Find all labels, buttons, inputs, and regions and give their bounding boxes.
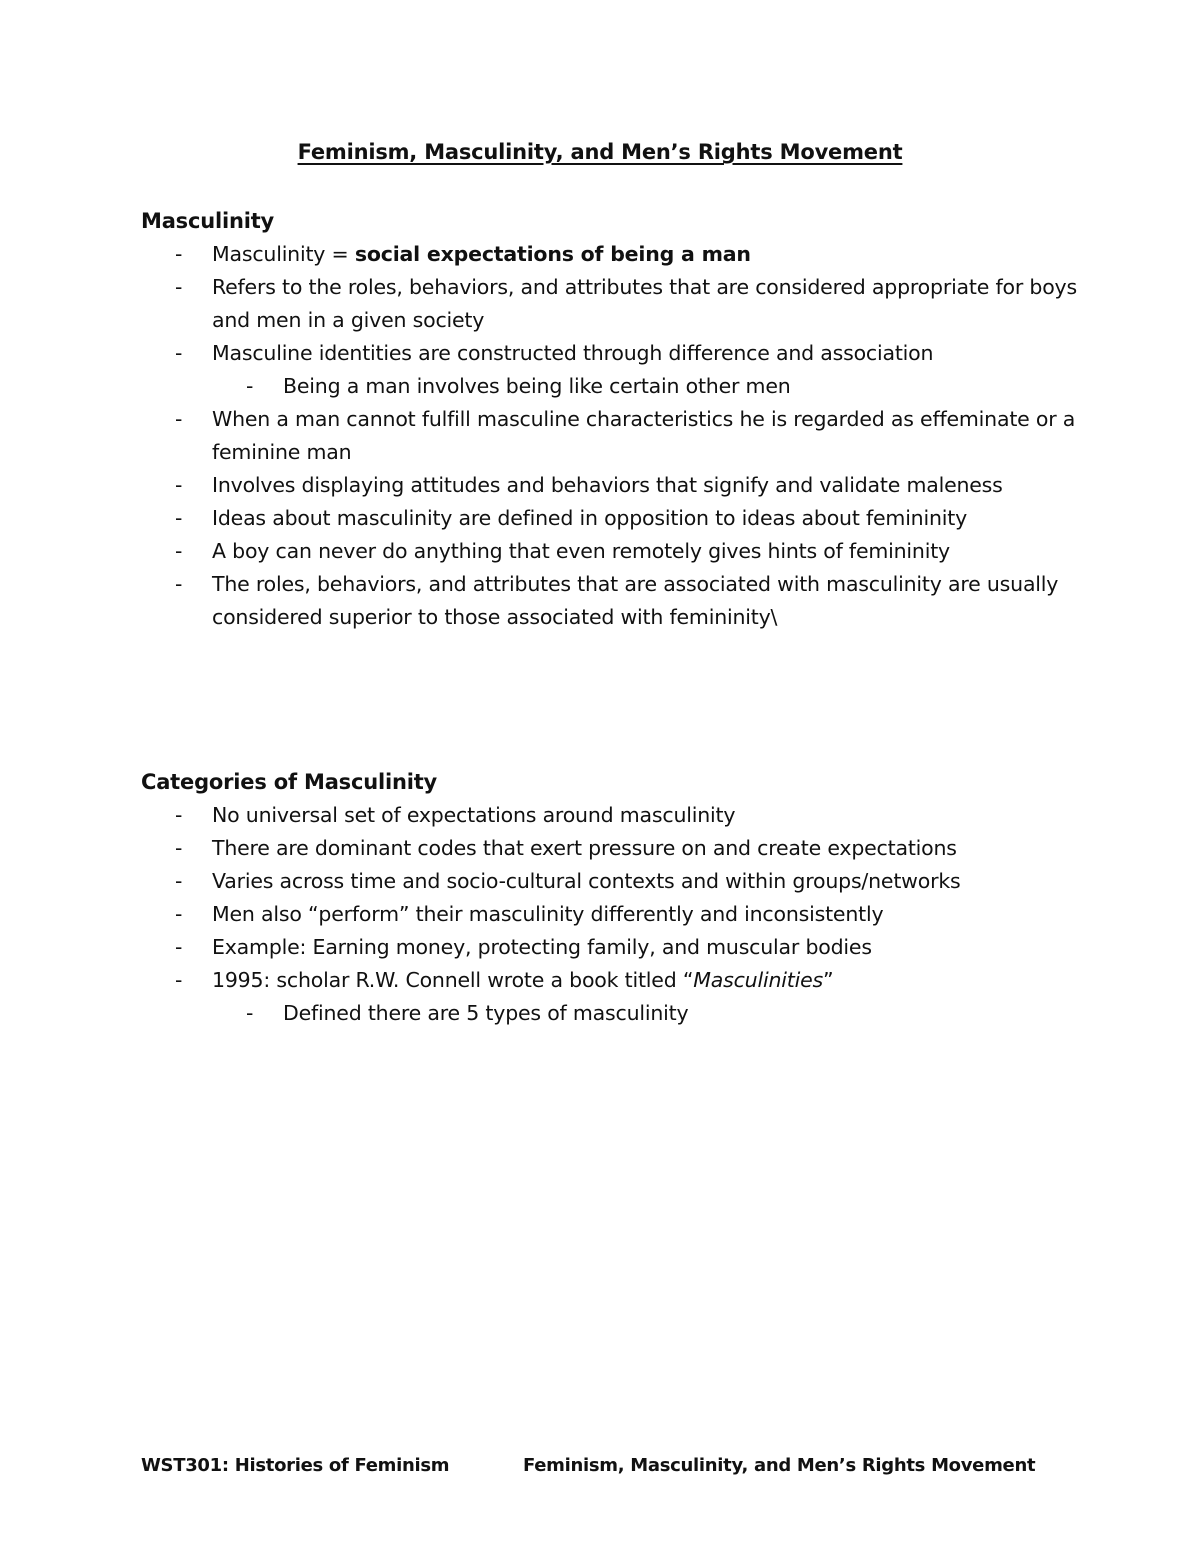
list-item (141, 832, 1101, 865)
bullet-list (141, 238, 1101, 634)
list-item-text: Refers to the roles, behaviors, and attributes that are considered appropriate for boys and men in a given society (212, 275, 1077, 332)
dash-bullet: - (175, 902, 183, 926)
list-item (141, 865, 1101, 898)
list-item-text: Being a man involves being like certain other men (283, 374, 791, 398)
list-item (141, 931, 1101, 964)
list-item (141, 898, 1101, 931)
dash-bullet: - (175, 836, 183, 860)
list-item-text: No universal set of expectations around masculinity (212, 803, 736, 827)
list-item (141, 799, 1101, 832)
list-item (141, 403, 1101, 469)
list-item (141, 568, 1101, 634)
dash-bullet: - (175, 407, 183, 431)
dash-bullet: - (175, 803, 183, 827)
dash-bullet: - (175, 539, 183, 563)
list-item-text: Involves displaying attitudes and behaviors that signify and validate maleness (212, 473, 1003, 497)
bullet-list (141, 799, 1101, 1030)
dash-bullet: - (175, 572, 183, 596)
list-item-text: A boy can never do anything that even remotely gives hints of femininity (212, 539, 950, 563)
footer-course-name: WST301: Histories of Feminism (141, 1455, 450, 1476)
dash-bullet: - (175, 506, 183, 530)
list-item (141, 238, 1101, 271)
list-item-text: When a man cannot fulfill masculine characteristics he is regarded as effeminate or a feminine man (212, 407, 1076, 464)
list-item-text: Ideas about masculinity are defined in opposition to ideas about femininity (212, 506, 968, 530)
dash-bullet: - (246, 1001, 254, 1025)
list-item-text: Varies across time and socio-cultural contexts and within groups/networks (212, 869, 961, 893)
list-item-text: Masculine identities are constructed through difference and association (212, 341, 934, 365)
list-item-text: Example: Earning money, protecting family, and muscular bodies (212, 935, 872, 959)
list-item (141, 502, 1101, 535)
dash-bullet: - (246, 374, 254, 398)
section-categories-of-masculinity (141, 766, 1101, 1030)
book-title-italic: Masculinities (693, 968, 823, 992)
list-item-text: There are dominant codes that exert pressure on and create expectations (212, 836, 957, 860)
footer-document-title: Feminism, Masculinity, and Men’s Rights Movement (523, 1455, 1036, 1476)
list-item-text: 1995: scholar R.W. Connell wrote a book titled “ (212, 968, 694, 992)
dash-bullet: - (175, 341, 183, 365)
section-heading: Categories of Masculinity (141, 770, 438, 794)
list-item (141, 469, 1101, 502)
sub-list-item (141, 997, 1101, 1030)
dash-bullet: - (175, 242, 183, 266)
dash-bullet: - (175, 473, 183, 497)
list-item (141, 964, 1101, 997)
section-masculinity (141, 205, 1101, 634)
list-item-bold-text: social expectations of being a man (354, 242, 751, 266)
list-item-text: Defined there are 5 types of masculinity (283, 1001, 689, 1025)
closing-quote: ” (822, 968, 834, 992)
dash-bullet: - (175, 869, 183, 893)
section-heading: Masculinity (141, 209, 275, 233)
dash-bullet: - (175, 935, 183, 959)
dash-bullet: - (175, 968, 183, 992)
list-item (141, 535, 1101, 568)
list-item-text: Men also “perform” their masculinity differently and inconsistently (212, 902, 884, 926)
list-item-text: The roles, behaviors, and attributes that are associated with masculinity are usually considered superior to those associated with femininity\ (212, 572, 1059, 629)
sub-list-item (141, 370, 1101, 403)
list-item (141, 271, 1101, 337)
list-item (141, 337, 1101, 370)
document-title: Feminism, Masculinity, and Men’s Rights Movement (297, 140, 903, 164)
dash-bullet: - (175, 275, 183, 299)
list-item-text: Masculinity = (212, 242, 355, 266)
